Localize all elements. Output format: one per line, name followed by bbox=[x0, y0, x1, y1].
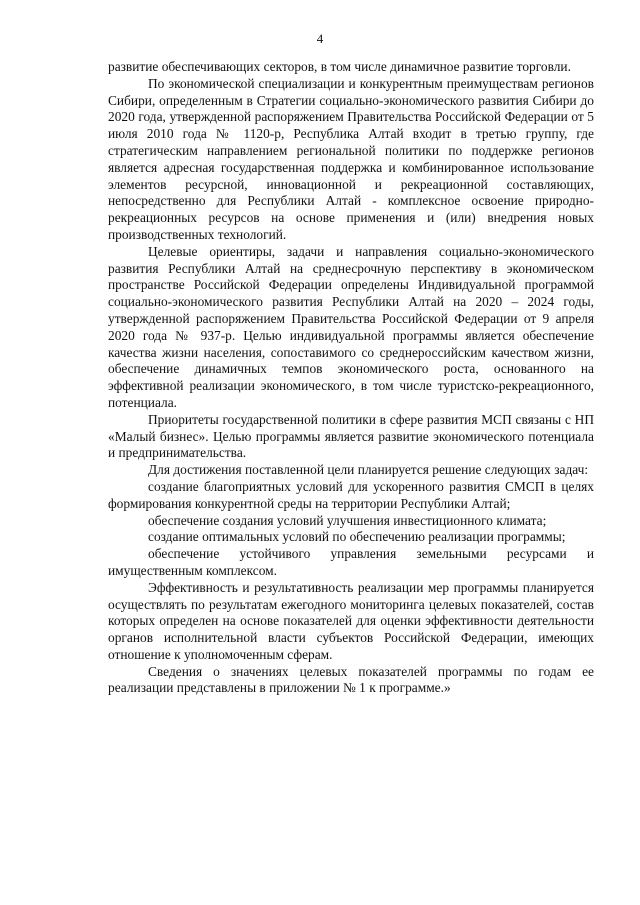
page-number: 4 bbox=[316, 31, 324, 46]
task-item-optimal-conditions: создание оптимальных условий по обеспечению реализации программы; bbox=[148, 529, 566, 545]
paragraph-economic-specialization: По экономической специализации и конкурентным преимуществам регионов Сибири, определенным в Стратегии социально-экономического развития Сибири до 2020 года, утвержденной распоряжением Правительства Российской Федерации от 5 июля 2010 года № 1120-р, Республика Алтай входит в третью группу, где стратегическим направлением региональной политики по поддержке регионов является адресная государственная поддержка и комбинированное использование элементов ресурсной, инновационной и рекреационной составляющих, непосредственно для Республики Алтай - комплексное освоение природно-рекреационных ресурсов на основе применения и (или) внедрения новых производственных технологий. bbox=[108, 75, 594, 242]
paragraph-target-indicators: Сведения о значениях целевых показателей программы по годам ее реализации представлены в приложении № 1 к программе.» bbox=[108, 663, 594, 696]
paragraph-efficiency-monitoring: Эффективность и результативность реализации мер программы планируется осуществлять по результатам ежегодного мониторинга целевых показателей, состав которых определен на основе показателей для оценки эффективности деятельности органов исполнительной власти субъектов Российской Федерации, имеющих отношение к уполномоченным сферам. bbox=[108, 579, 594, 662]
task-item-land-management: обеспечение устойчивого управления земельными ресурсами и имущественным комплексом. bbox=[108, 546, 594, 578]
paragraph-continuation: развитие обеспечивающих секторов, в том числе динамичное развитие торговли. bbox=[108, 59, 571, 74]
task-item-investment-climate: обеспечение создания условий улучшения инвестиционного климата; bbox=[148, 512, 547, 528]
paragraph-smb-priorities: Приоритеты государственной политики в сфере развития МСП связаны с НП «Малый бизнес». Целью программы является развитие экономического потенциала и предпринимательства. bbox=[108, 411, 594, 461]
paragraph-target-guidelines: Целевые ориентиры, задачи и направления социально-экономического развития Республики Алтай на среднесрочную перспективу в экономическом пространстве Российской Федерации определены Индивидуальной программой социально-экономического развития Республики Алтай на 2020 – 2024 годы, утвержденной распоряжением Правительства Российской Федерации от 9 апреля 2020 года № 937-р. Целью индивидуальной программы является обеспечение качества жизни населения, сопоставимого со среднероссийским качеством жизни, обеспечение динамичных темпов экономического роста, основанного на эффективной реализации экономического, в том числе туристско-рекреационного, потенциала. bbox=[108, 243, 594, 410]
document-body bbox=[108, 59, 594, 697]
task-item-favorable-conditions: создание благоприятных условий для ускоренного развития СМСП в целях формирования конкурентной среды на территории Республики Алтай; bbox=[108, 478, 594, 511]
paragraph-tasks-intro: Для достижения поставленной цели планируется решение следующих задач: bbox=[148, 462, 589, 478]
